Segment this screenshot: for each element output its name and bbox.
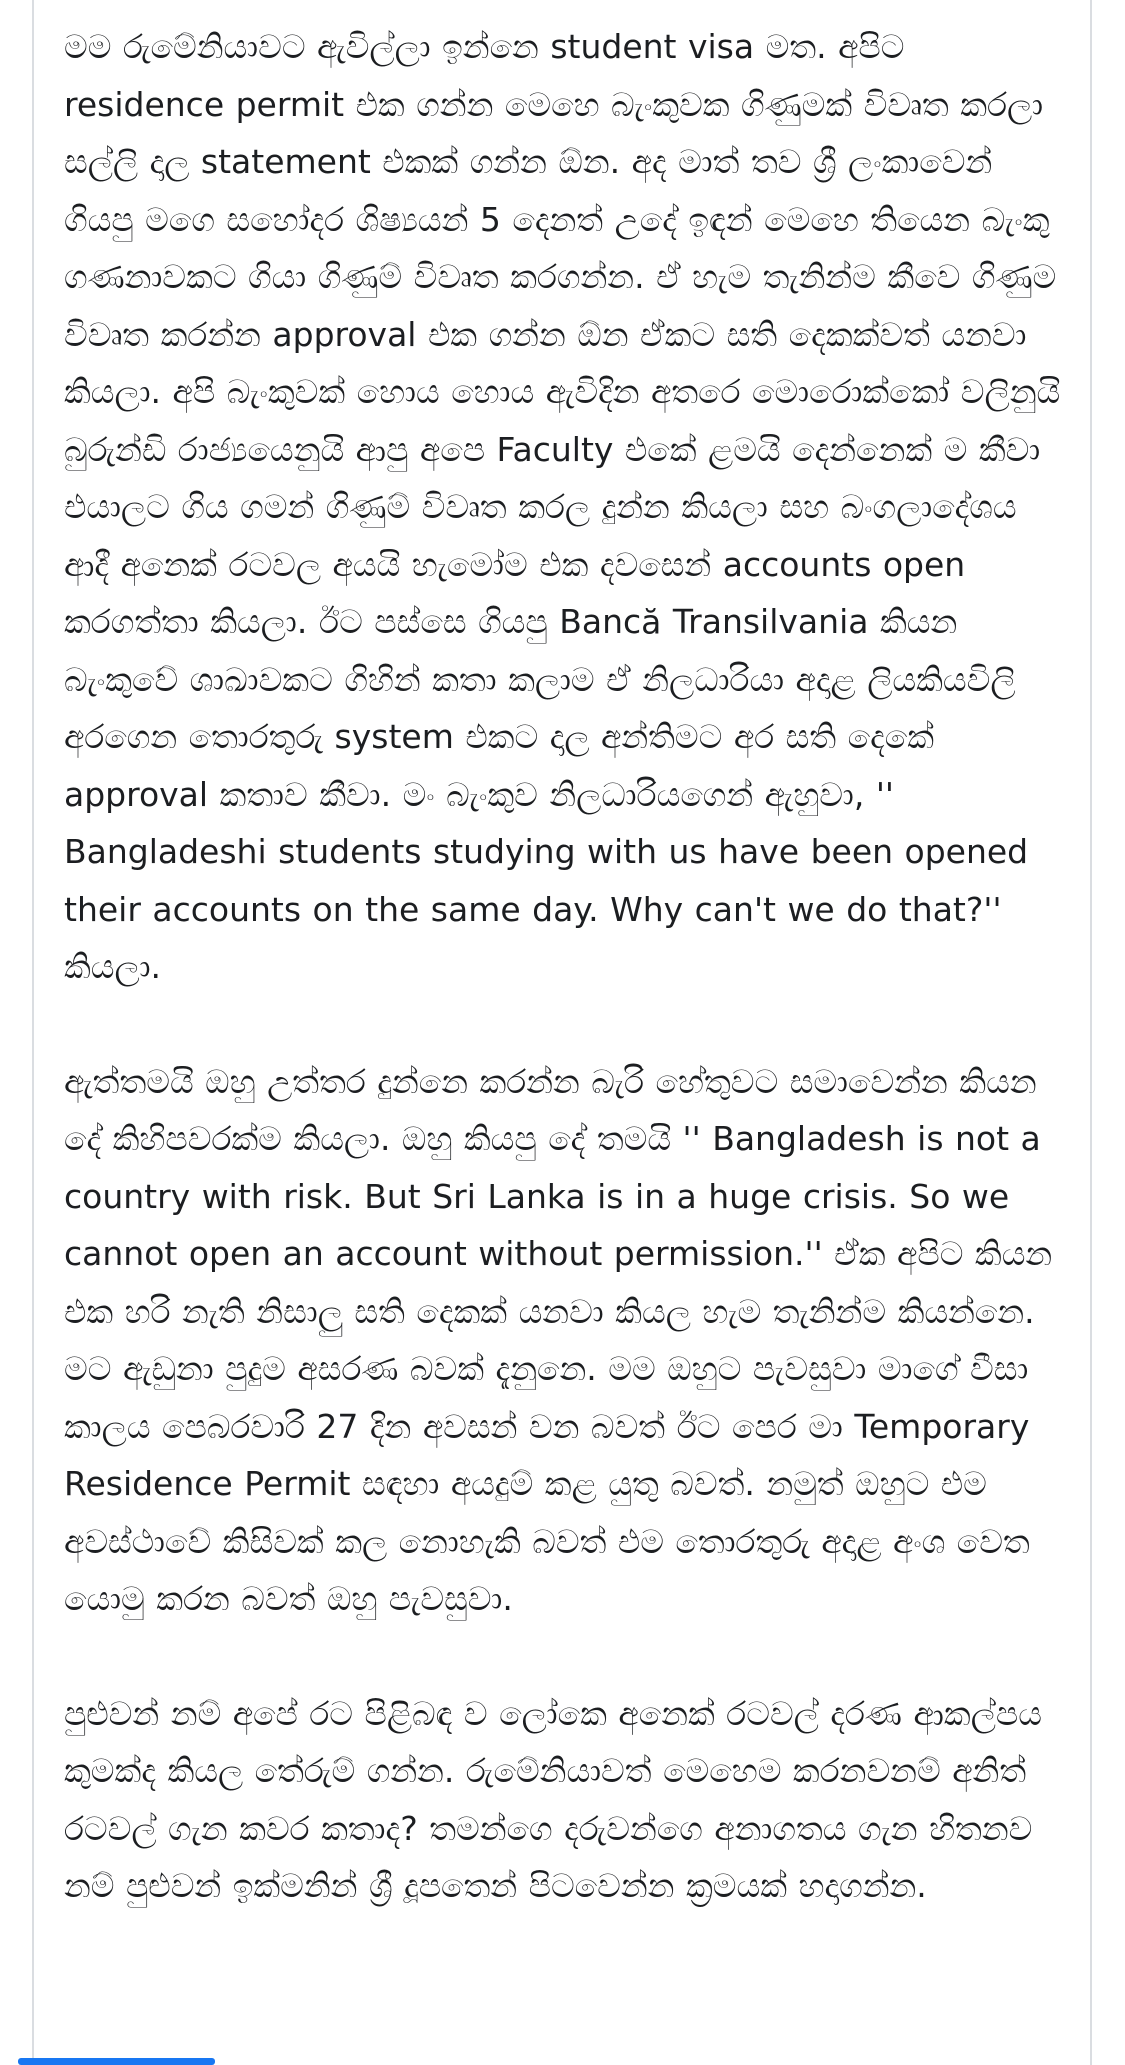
scroll-indicator[interactable] xyxy=(18,2058,215,2065)
post-paragraph-1: මම රුමේනියාවට ඇවිල්ලා ඉන්නෙ student visa මත. අපිට residence permit එක ගන්න මෙහෙ බැංකුවක ගිණුමක් විවෘත කරලා සල්ලි දාල statement එකක් ගන්න ඕන. අද මාත් තව ශ්‍රී ලංකාවෙන් ගියපු මගෙ සහෝදර ශිෂ්‍යයන් 5 දෙනත් උදේ ඉඳන් මෙහෙ තියෙන බැංකු ගණනාවකට ගියා ගිණුම් විවෘත කරගන්න. ඒ හැම තැනින්ම කීවෙ ගිණුම විවෘත කරන්න approval එක ගන්න ඕන ඒකට සති දෙකක්වත් යනවා කියලා. අපි බැංකුවක් හොය හොය ඇවිදින අතරෙ මොරොක්කෝ වලිනුයි බුරුන්ඩි රාජ්‍යයෙනුයි ආපු අපෙ Faculty එකේ ළමයි දෙන්නෙක් ම කීවා එයාලට ගිය ගමන් ගිණුම් විවෘත කරල දුන්න කියලා සහ බංගලාදේශය ආදී අනෙක් රටවල අයයි හැමෝම එක දවසෙන් accounts open කරගත්තා කියලා. ඊට පස්සෙ ගියපු Bancă Transilvania කියන බැංකුවේ ශාඛාවකට ගිහින් කතා කලාම ඒ නිලධාරියා අදාළ ලියකියවිලි අරගෙන තොරතුරු system එකට දාල අන්තිමට අර සති දෙකේ approval කතාව කීවා. මං බැංකුව නිලධාරියගෙන් ඇහුවා, '' Bangladeshi students studying with us have been opened their accounts on the same day. Why can't we do that?'' කියලා. xyxy=(64,27,1061,986)
post-card xyxy=(32,0,1092,2065)
post-body xyxy=(64,18,1064,1915)
post-paragraph-3: පුළුවන් නම් අපේ රට පිළිබඳ ව ලෝකෙ අනෙක් රටවල් දරණ ආකල්පය කුමක්ද කියල තේරුම් ගන්න. රුමේනියාවත් මෙහෙම කරනවනම් අනිත් රටවල් ගැන කවර කතාද? තමන්ගෙ දරුවන්ගෙ අනාගතය ගැන හිතනව නම් පුළුවන් ඉක්මනින් ශ්‍රී දූපතෙන් පිටවෙන්න ක්‍රමයක් හදාගන්න. xyxy=(64,1693,1042,1905)
post-paragraph-2: ඇත්තමයි ඔහු උත්තර දුන්නෙ කරන්න බැරි හේතුවට සමාවෙන්න කියන දේ කිහිපවරක්ම කියලා. ඔහු කියපු දේ තමයි '' Bangladesh is not a country with risk. But Sri Lanka is in a huge crisis. So we cannot open an account without permission.'' ඒක අපිට කියන එක හරි නැති නිසාලු සති දෙකක් යනවා කියල හැම තැනින්ම කියන්නෙ. මට ඇඩුනා පුදුම අසරණ බවක් දැනුනෙ. මම ඔහුට පැවසුවා මාගේ වීසා කාලය පෙබරවාරි 27 දින අවසන් වන බවත් ඊට පෙර මා Temporary Residence Permit සඳහා අයදුම් කළ යුතු බවත්. නමුත් ඔහුට එම අවස්ථාවේ කිසිවක් කල නොහැකි බවත් එම තොරතුරු අදාළ අංශ වෙත යොමු කරන බවත් ඔහු පැවසුවා. xyxy=(64,1061,1053,1618)
